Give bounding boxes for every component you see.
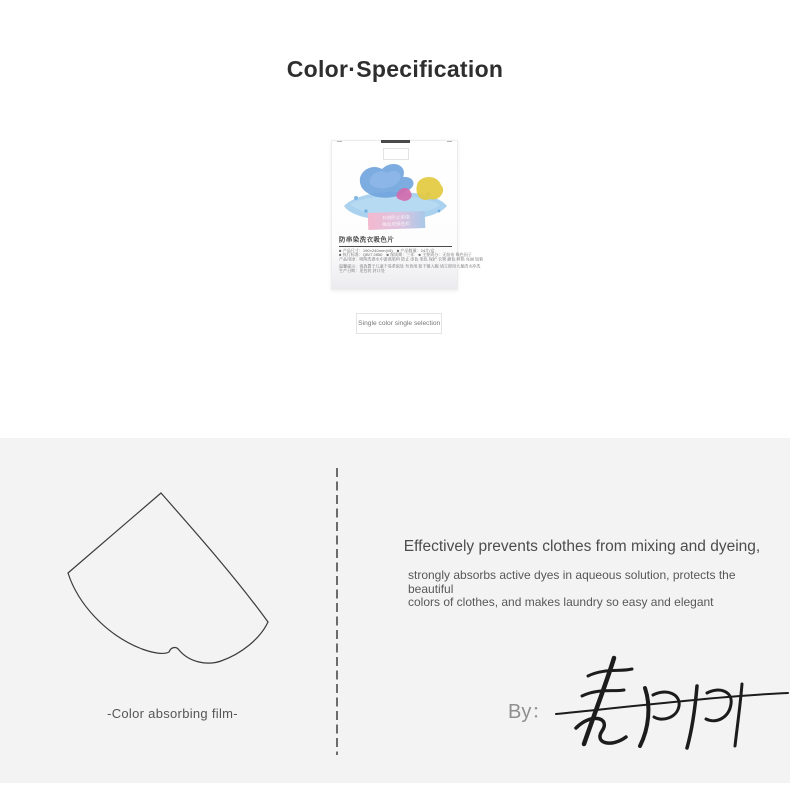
package-top-slit: [381, 140, 410, 143]
ribbon-text-line2: 吸色更保色彩: [382, 221, 411, 227]
spec-note-line: 生产日期：见包装 封口处: [339, 269, 385, 274]
cloth-yellow-graphic: [416, 177, 443, 200]
description-line3: colors of clothes, and makes laundry so easy and elegant: [408, 595, 714, 609]
package-divider-line: [339, 246, 452, 247]
single-selection-label: Single color single selection: [357, 320, 441, 327]
package-product-name: 防串染洗衣吸色片: [339, 236, 395, 244]
page-title: Color·Specification: [286, 56, 504, 82]
package-corner-mark-left: [337, 141, 342, 142]
description-line2: strongly absorbs active dyes in aqueous solution, protects the beautiful: [408, 568, 736, 596]
product-package: [331, 140, 484, 290]
package-watercolor-illustration: [340, 156, 451, 236]
detail-section: [0, 438, 790, 783]
package-spec-block: [339, 249, 484, 274]
ribbon-text-line1: 有效防止串染: [382, 214, 410, 221]
description-line1: Effectively prevents clothes from mixing and dyeing,: [403, 538, 761, 555]
film-outline-graphic: [62, 478, 287, 688]
ribbon-banner: [368, 211, 426, 230]
single-selection-label-box: [356, 313, 442, 334]
spec-line: ■ 产品尺寸：190×240mm(±5) ■ 产品数量：24片/盒: [339, 249, 435, 254]
film-caption: -Color absorbing film-: [107, 706, 238, 721]
package-corner-mark-right: [447, 141, 452, 142]
spec-note-line: 温馨提示：请放置于儿童不易拿取处 勿食用 如不慎入眼 请立即用大量清水冲洗: [339, 264, 481, 269]
by-label: By：: [508, 701, 552, 723]
signature-graphic: [548, 648, 790, 758]
dashed-divider: [333, 468, 341, 758]
spec-line: ■ 执行标准：QB/T 2850 ■ 保质期：三年 ■ 主要成分：无纺布 吸色因子: [339, 253, 472, 258]
spec-line: 产品用途：吸附洗涤水中游离染料 防止 串色 染色 保护 衣物 颜色 鲜艳 亮丽 如新: [339, 257, 484, 262]
